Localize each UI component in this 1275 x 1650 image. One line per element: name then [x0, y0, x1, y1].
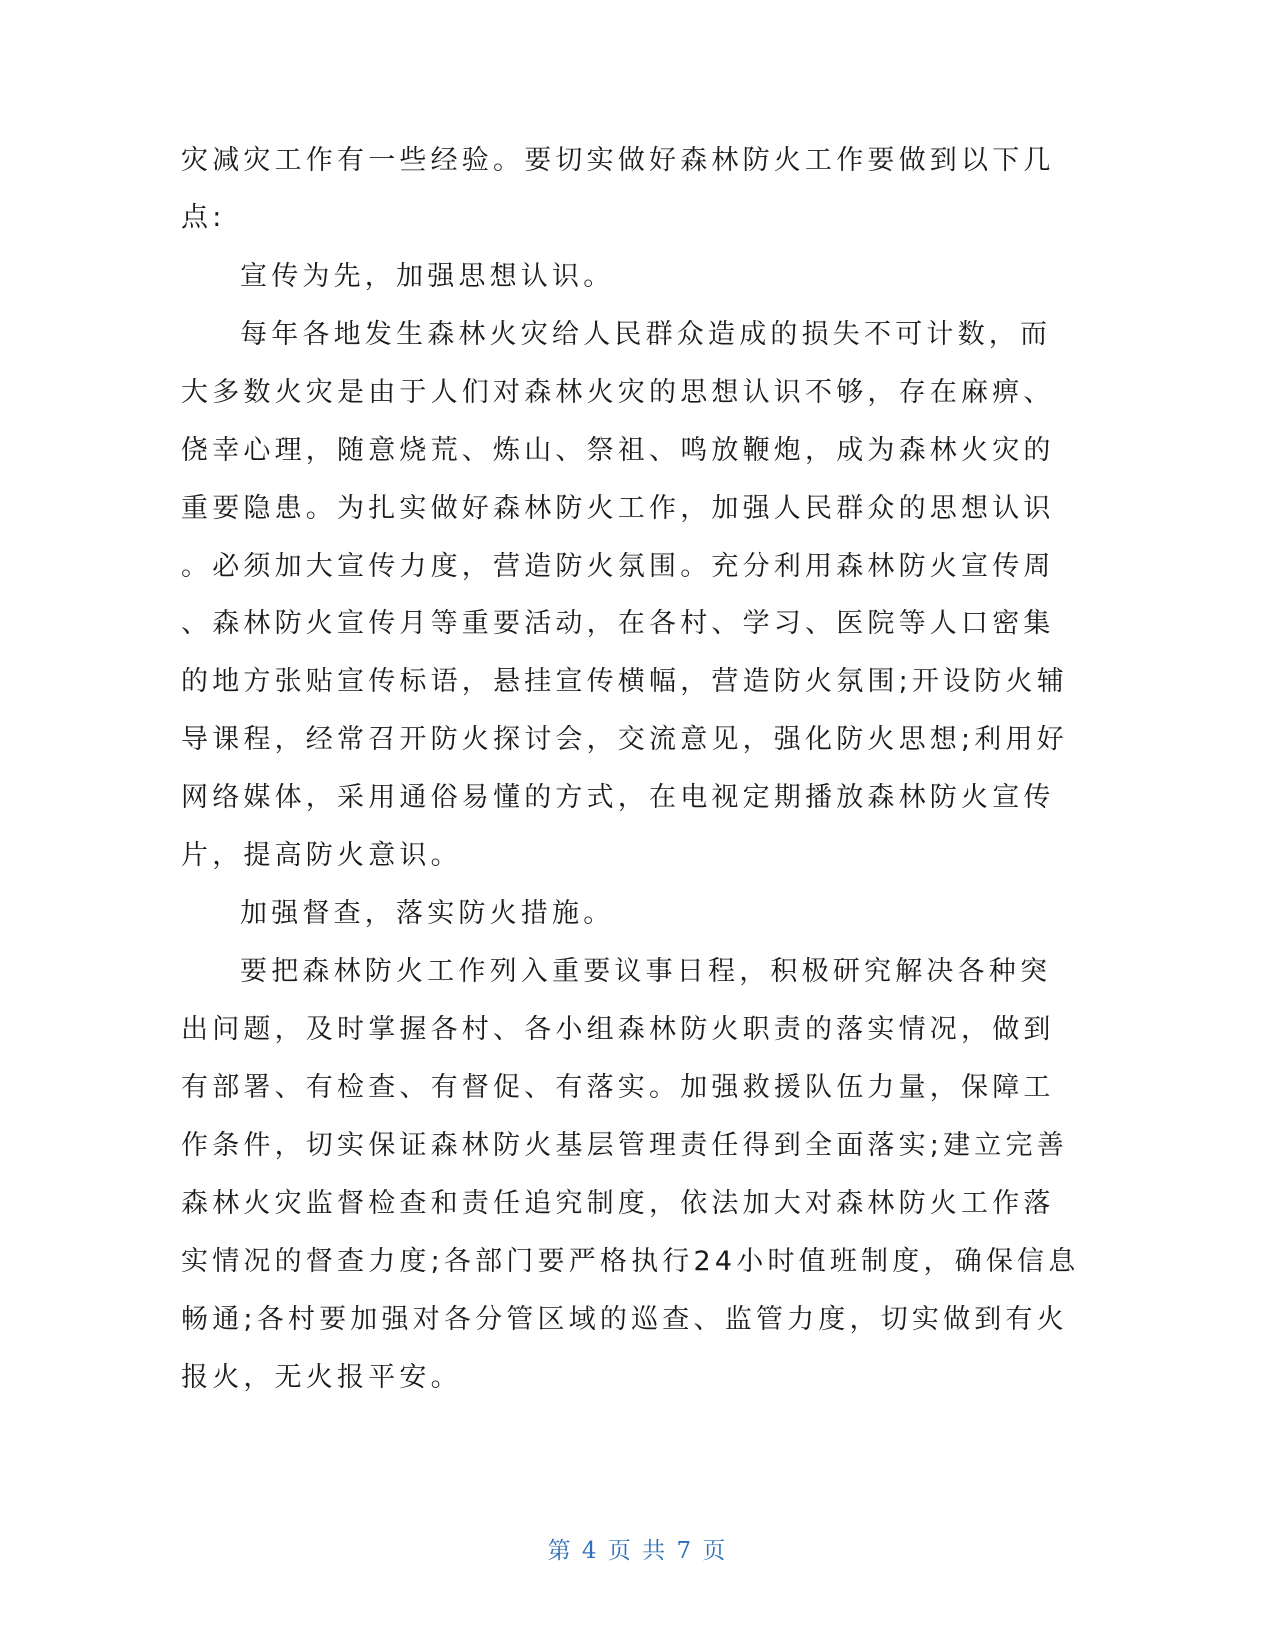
text-line: 每年各地发生森林火灾给人民群众造成的损失不可计数，而: [240, 319, 1052, 350]
text-line: 出问题，及时掌握各村、各小组森林防火职责的落实情况，做到: [181, 1014, 1055, 1045]
text-line: 。必须加大宣传力度，营造防火氛围。充分利用森林防火宣传周: [181, 551, 1055, 582]
section-heading: 加强督查，落实防火措施。: [240, 898, 615, 929]
text-line: 导课程，经常召开防火探讨会，交流意见，强化防火思想;利用好: [181, 724, 1068, 755]
text-line: 要把森林防火工作列入重要议事日程，积极研究解决各种突: [240, 956, 1052, 987]
text-line: 点:: [181, 202, 226, 233]
text-line: 报火，无火报平安。: [181, 1362, 462, 1393]
text-line: 侥幸心理，随意烧荒、炼山、祭祖、鸣放鞭炮，成为森林火灾的: [181, 435, 1055, 466]
text-line: 森林火灾监督检查和责任追究制度，依法加大对森林防火工作落: [181, 1188, 1055, 1219]
text-line: 网络媒体，采用通俗易懂的方式，在电视定期播放森林防火宣传: [181, 782, 1055, 813]
text-line: 片，提高防火意识。: [181, 840, 462, 871]
text-line: 灾减灾工作有一些经验。要切实做好森林防火工作要做到以下几: [181, 145, 1055, 176]
page-number-footer: 第 4 页 共 7 页: [547, 1538, 728, 1564]
text-line: 大多数火灾是由于人们对森林火灾的思想认识不够，存在麻痹、: [181, 377, 1055, 408]
text-line: 有部署、有检查、有督促、有落实。加强救援队伍力量，保障工: [181, 1072, 1055, 1103]
text-line: 重要隐患。为扎实做好森林防火工作，加强人民群众的思想认识: [181, 493, 1055, 524]
section-heading: 宣传为先，加强思想认识。: [240, 261, 615, 292]
text-line: 、森林防火宣传月等重要活动，在各村、学习、医院等人口密集: [181, 608, 1055, 639]
text-line: 作条件，切实保证森林防火基层管理责任得到全面落实;建立完善: [181, 1130, 1068, 1161]
text-line: 的地方张贴宣传标语，悬挂宣传横幅，营造防火氛围;开设防火辅: [181, 666, 1068, 697]
text-line: 实情况的督查力度;各部门要严格执行24小时值班制度，确保信息: [181, 1246, 1080, 1277]
text-line: 畅通;各村要加强对各分管区域的巡查、监管力度，切实做到有火: [181, 1304, 1068, 1335]
